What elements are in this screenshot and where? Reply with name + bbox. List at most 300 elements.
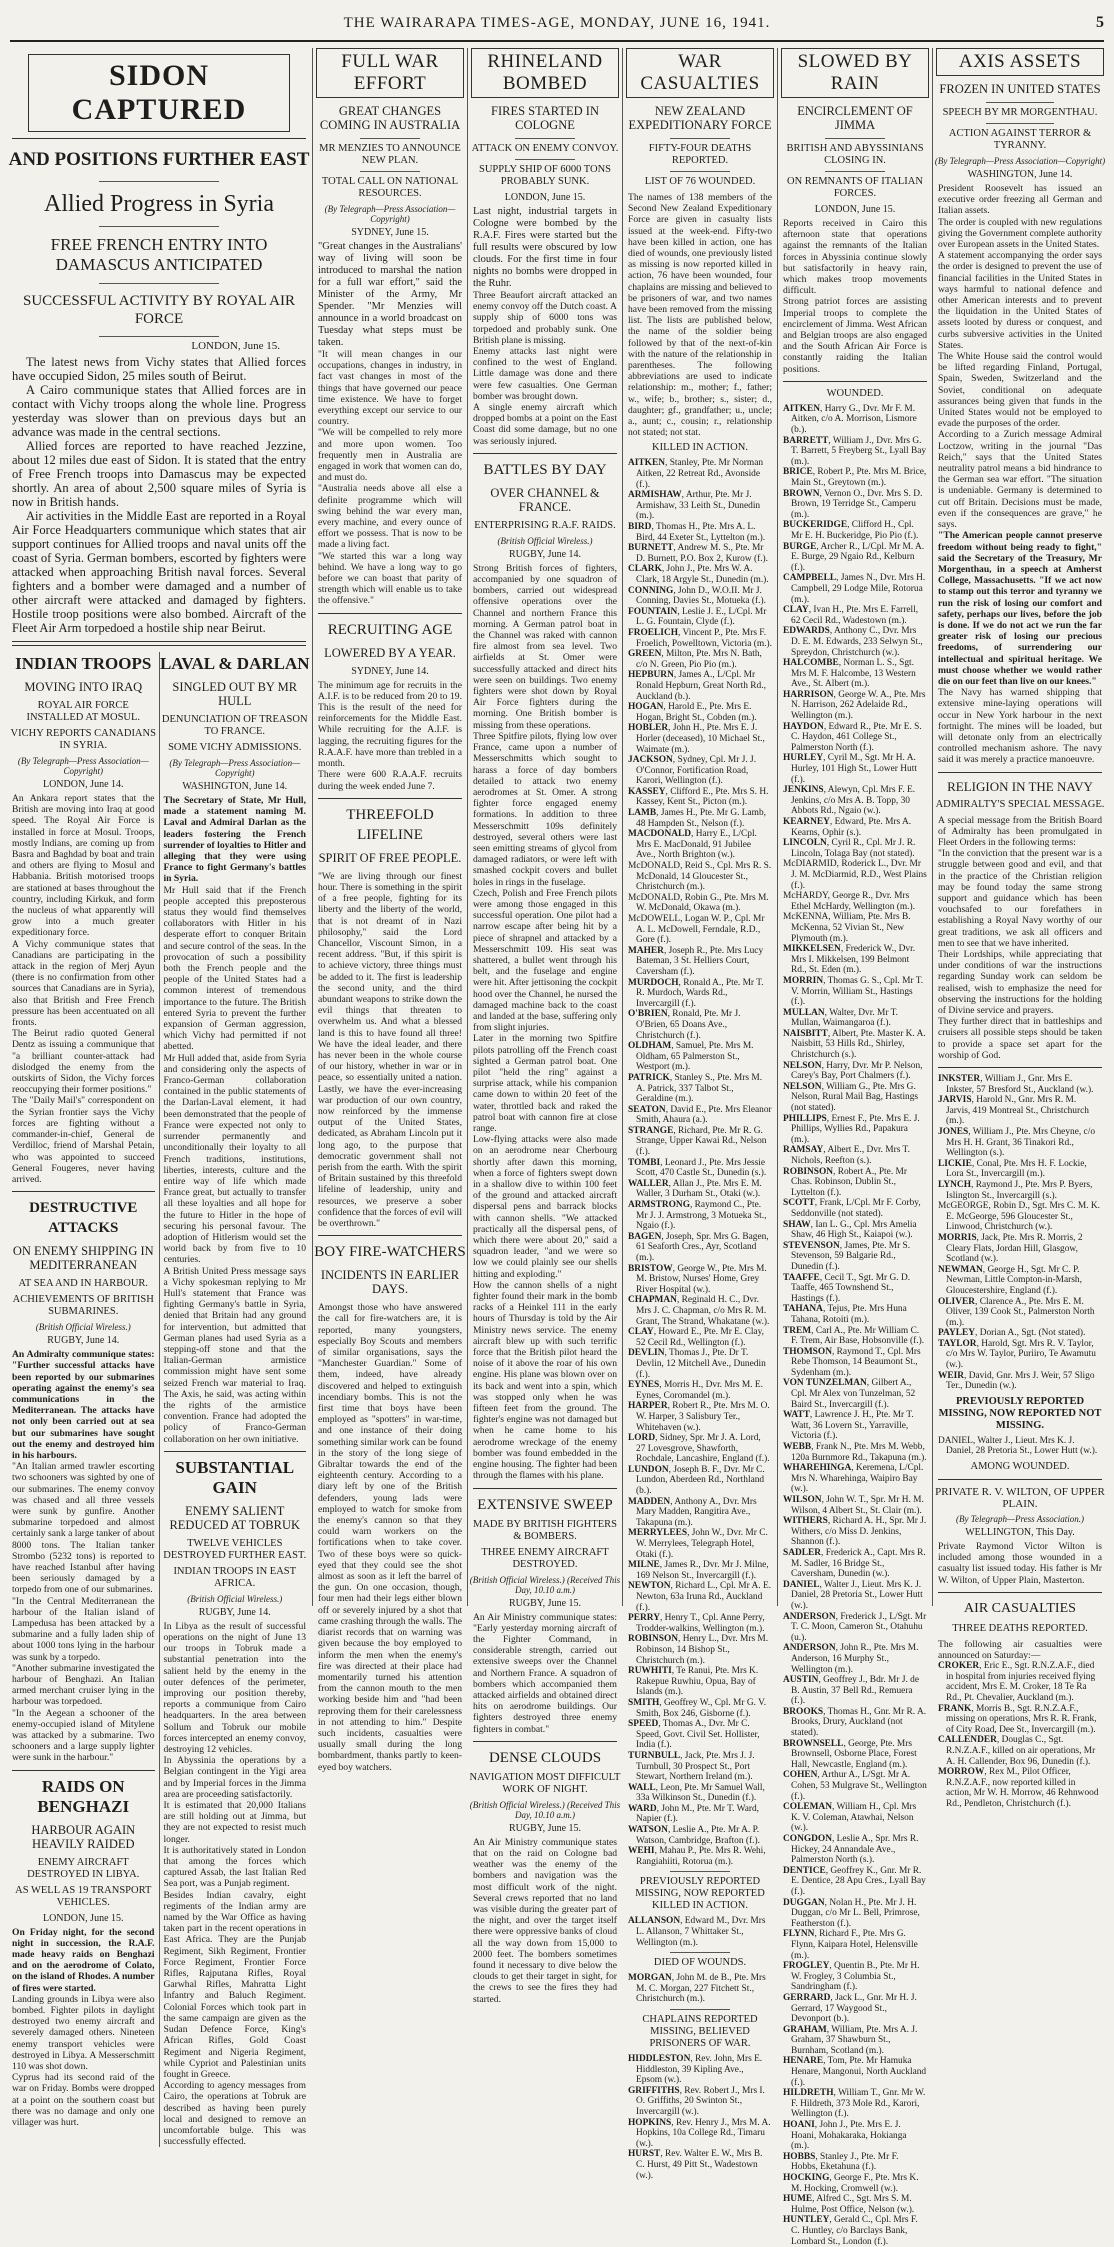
killed-entry: BRISTOW, George W., Pte. Mrs M. M. Bristow, Nurses' Home, Grey River Hospital (w.). bbox=[628, 1263, 767, 1295]
laval-sub3: SOME VICHY ADMISSIONS. bbox=[168, 742, 302, 753]
axis-p2: The order is coupled with new regulations giving the Government complete authority over European assets in the United States. bbox=[938, 216, 1102, 251]
air-article bbox=[934, 1599, 1106, 1810]
wounded-entry: ROBINSON, Robert A., Pte. Mr Chas. Robinson, Dublin St., Lyttelton (f.). bbox=[783, 1166, 907, 1198]
wounded-entry: GERRARD, Jack L., Gnr. Mr H. J. Gerrard, 17 Waygood St., Devonport (b.). bbox=[783, 1992, 917, 2025]
wounded-entry: HUME, Alfred C., Sgt. Mrs S. M. Hulme, Post Office, Nelson (w.). bbox=[783, 2194, 915, 2215]
wounded-entry: BURGE, Archer R., L/Cpl. Mr M. A. E. Burge, 29 Ngaio Rd., Kelburn (f.). bbox=[783, 541, 925, 573]
rhineland-sub3: SUPPLY SHIP OF 6000 TONS PROBABLY SUNK. bbox=[479, 164, 611, 187]
killed-entry: ARMISHAW, Arthur, Pte. Mr J. Armishaw, 33 Leith St., Dunedin (m.). bbox=[628, 490, 761, 522]
sidon-article bbox=[8, 54, 310, 635]
wounded-extra-entry: TAYLOR, Harold, Sgt. Mrs R. V. Taylor, c/o Mrs W. Taylor, Puriiro, Te Awamutu (w.). bbox=[938, 1338, 1096, 1371]
sidon-subhead: AND POSITIONS FURTHER EAST bbox=[8, 149, 310, 170]
axis-p4: The White House said the control would be lifted regarding Finland, Portugal, Spain, Sweden, Switzerland and the Soviet, conditional on adequate assurances being given that funds in the United States would not be employed to evade the purposes of the order. bbox=[938, 351, 1102, 430]
prev-missing-list bbox=[624, 1916, 776, 1948]
laval-headline: LAVAL & DARLAN bbox=[159, 654, 310, 673]
recruiting-p2: There were 600 R.A.A.F. recruits during the week ended June 7. bbox=[318, 769, 462, 792]
killed-entry: HOBLER, John H., Pte. Mrs E. J. Horler (deceased), 10 Michael St., Waimate (m.). bbox=[628, 723, 765, 755]
threefold-headline: THREEFOLD LIFELINE bbox=[346, 806, 434, 843]
wounded-extra-entry: MORRIS, Jack, Pte. Mrs R. Morris, 2 Cleary Flats, Jordan Hill, Glasgow, Scotland (w.). bbox=[938, 1232, 1083, 1265]
rhineland-p2: Three Beaufort aircraft attacked an enemy convoy off the Dutch coast. A supply ship of 6000 tons was torpedoed and probably sunk. One British plane is missing. bbox=[473, 290, 617, 346]
masthead bbox=[10, 8, 1104, 42]
killed-entry: GREEN, Milton, Pte. Mrs N. Bath, c/o N. Green, Pio Pio (m.). bbox=[628, 649, 762, 670]
wounded-entry: CONGDON, Leslie A., Spr. Mrs R. Hickey, 24 Annandale Ave., Palmerston North (s.). bbox=[783, 1834, 919, 1866]
rhineland-headline: RHINELAND BOMBED bbox=[471, 48, 619, 98]
laval-p4: A British United Press message says a Vichy spokesman replying to Mr Hull's statement that France was fighting Germany's battle in Syria, denied that Britain had any ground for intervention, but admitted that German planes had used Syria as a stepping-off stone and that the Italian-German armistice commission might have sent some seized French war material to Iraq. The Axis, he said, was acting within the rights of the armistice convention. France had adopted the policy of Franco-German collaboration on her own initiative. bbox=[163, 1265, 306, 1445]
killed-entry: MACDONALD, Harry E., L/Cpl. Mrs E. MacDonald, 91 Jubilee Ave., North Brighton (w.). bbox=[628, 829, 757, 861]
killed-entry: EYNES, Morris H., Dvr. Mrs M. E. Eynes, Coromandel (m.). bbox=[628, 1380, 763, 1401]
fullwar-byline: (By Telegraph—Press Association—Copyright) bbox=[324, 204, 456, 224]
killed-entry: JACKSON, Sydney, Cpl. Mr J. J. O'Connor, Fortification Road, Karori, Wellington (f.). bbox=[628, 755, 757, 787]
fullwar-sub1: GREAT CHANGES COMING IN AUSTRALIA bbox=[319, 104, 461, 132]
wounded-entry: HOBBS, Stanley J., Pte. Mr F. Hobbs, Eketahuna (f.). bbox=[783, 2151, 899, 2173]
chaplains-list bbox=[624, 2054, 776, 2181]
column-axis bbox=[934, 48, 1106, 1809]
slowed-sub1: ENCIRCLEMENT OF JIMMA bbox=[797, 104, 913, 132]
substantial-byline: (British Official Wireless.) bbox=[187, 1593, 283, 1604]
killed-entry: FROELICH, Vincent P., Pte. Mrs F. Froelich, Powelltown, Victoria (m.). bbox=[628, 627, 772, 649]
wounded-entry: ANDERSON, John R., Pte. Mrs M. Anderson, 16 Murphy St., Wellington (m.). bbox=[783, 1643, 919, 1675]
wounded-entry: MORRIN, Thomas G. S., Cpl. Mr T. V. Morrin, William St., Hastings (f.). bbox=[783, 975, 924, 1008]
wounded-entry: McHARDY, George R., Dvr. Mrs Ethel McHardy, Wellington (m.). bbox=[783, 891, 915, 912]
sidon-headline: SIDON CAPTURED bbox=[28, 54, 290, 132]
wounded-entry: HOANI, John J., Pte. Mrs E. J. Hoani, Mohakaraka, Hokianga (m.). bbox=[783, 2120, 907, 2152]
religion-article bbox=[934, 779, 1106, 1061]
axis-sub2: SPEECH BY MR MORGENTHAU. bbox=[942, 107, 1098, 118]
wounded-entry: WATT, Lawrence J. H., Pte. Mr T. Watt, 36 Lovern St., Yarraville, Victoria (f.). bbox=[783, 1410, 914, 1442]
destructive-p4: "Another submarine investigated the harbour of Benghazi. An Italian armed merchant cruiser lying in the harbour was torpedoed. bbox=[12, 1662, 155, 1708]
chaplain-entry: HIDDLESTON, Rev. John, Mrs E. Hiddleston, 39 Kipling Ave., Epsom (w.). bbox=[628, 2054, 763, 2086]
benghazi-dateline: LONDON, June 15. bbox=[42, 1912, 124, 1924]
sidon-dateline: LONDON, June 15. bbox=[191, 340, 280, 352]
wounded-extra-entry: JONES, William J., Pte. Mrs Cheyne, c/o Mrs H. H. Grant, 36 Tinakori Rd., Wellington (s.). bbox=[938, 1127, 1096, 1159]
killed-entry: PATRICK, Stanley S., Pte. Mrs M. A. Patrick, 337 Talbot St., Geraldine (m.). bbox=[628, 1072, 763, 1105]
wounded-entry: McDIARMID, Roderick L., Dvr. Mr J. M. McDiarmid, R.D., West Plains (f.). bbox=[783, 859, 927, 891]
wounded-entry: RAMSAY, Albert E., Dvr. Mrs T. Nichols, Reefton (s.). bbox=[783, 1145, 910, 1166]
axis-dateline: WASHINGTON, June 14. bbox=[967, 169, 1073, 180]
wilton-article bbox=[934, 1486, 1106, 1586]
slowed-p1: Reports received in Cairo this afternoon state that operations against the remnants of the Italian forces in Abyssinia continue slowly but satisfactorily in heavy rain, which makes troop movements difficult. bbox=[783, 218, 927, 297]
wounded-entry: DENTICE, Geoffrey K., Gnr. Mr R. E. Dentice, 28 Apu Cres., Lyall Bay (f.). bbox=[783, 1865, 926, 1897]
extensive-sub2: THREE ENEMY AIRCRAFT DESTROYED. bbox=[481, 1546, 609, 1570]
axis-headline: AXIS ASSETS bbox=[936, 48, 1104, 76]
wilton-headline: PRIVATE R. V. WILTON, OF UPPER PLAIN. bbox=[935, 1486, 1105, 1511]
laval-p2: Mr Hull said that if the French people accepted this preposterous status they would find themselves collaborators with Hitler in his desperate effort to conquer Britain and secure control of the seas. In the provocation of such a possibility both the French people and the people of the United States had a common interest of tremendous importance to the future. The British entered Syria to prevent the further expansion of German aggression, which Vichy had permitted if not abetted. bbox=[163, 884, 306, 1053]
destructive-sub3: ACHIEVEMENTS OF BRITISH SUBMARINES. bbox=[12, 1294, 154, 1318]
masthead-title: THE WAIRARAPA TIMES-AGE, MONDAY, JUNE 16, 1941. bbox=[343, 15, 771, 31]
killed-entry: RUWHITI, Te Ranui, Pte. Mrs K. Rakepue Ruwhiu, Opua, Bay of Islands (m.). bbox=[628, 1666, 759, 1698]
casualties-headline: WAR CASUALTIES bbox=[626, 48, 774, 98]
wounded-entry: EDWARDS, Anthony C., Dvr. Mrs D. E. M. Edwards, 233 Selwyn St., Spreydon, Christchurch (w.). bbox=[783, 626, 923, 658]
wounded-entry: HUNTLEY, Gerald C., Cpl. Mrs F. C. Huntley, c/o Barclays Bank, Lombard St., London (f.). bbox=[783, 2215, 918, 2247]
destructive-p1: An Admiralty communique states: "Further successful attacks have been reported by our submarines operating against the enemy's sea communications in the Mediterranean. The attacks have not only been carried out at sea but our submarines have sought out the enemy and destroyed him in his harbours. bbox=[12, 1349, 155, 1461]
air-list bbox=[934, 1661, 1106, 1809]
chaplains-title: CHAPLAINS REPORTED MISSING, BELIEVED PRISONERS OF WAR. bbox=[642, 2014, 758, 2049]
extensive-byline: (British Official Wireless.) (Received This Day, 10.10 a.m.) bbox=[469, 1574, 621, 1595]
wounded-entry: NELSON, William G., Pte. Mrs G. Nelson, Rural Mail Bag, Hastings (not stated). bbox=[783, 1081, 919, 1114]
killed-entry: SMITH, Geoffrey W., Cpl. Mr G. V. Smith, Box 246, Gisborne (f.). bbox=[628, 1697, 767, 1719]
wounded-entry: LINCOLN, Cyril R., Cpl. Mr J. R. Lincoln, Tolaga Bay (not stated). bbox=[783, 838, 916, 859]
wounded-entry: HOCKING, George F., Pte. Mrs K. M. Hocking, Cromwell (w.). bbox=[783, 2173, 919, 2194]
sidon-para-2: A Cairo communique states that Allied forces are in contact with Vichy troops along the whole line. Progress yesterday was slower than on previous days but an advance was made in the central sections. bbox=[12, 383, 306, 439]
rhineland-sub1: FIRES STARTED IN COLOGNE bbox=[491, 104, 599, 132]
killed-entry: WEHI, Mahau P., Pte. Mrs R. Wehi, Rangiahiiti, Rotorua (m.). bbox=[628, 1846, 766, 1867]
battles-article bbox=[469, 460, 621, 1482]
killed-entry: WATSON, Leslie A., Pte. Mr A. P. Watson, Cambridge, Brafton (f.). bbox=[628, 1825, 760, 1846]
fullwar-headline: FULL WAR EFFORT bbox=[316, 48, 464, 98]
wounded-entry: BARRETT, William J., Dvr. Mrs G. T. Barrett, 5 Freyberg St., Lyall Bay (m.). bbox=[783, 435, 927, 467]
wounded-entry: HAYDON, Edward R., Pte. Mr E. S. C. Haydon, 461 College St., Palmerston North (f.). bbox=[783, 721, 922, 753]
destructive-headline: DESTRUCTIVE ATTACKS bbox=[29, 1200, 138, 1237]
battles-p5: Low-flying attacks were also made on an aerodrome near Cherbourg shortly after dawn this morning, when a force of fighters swept down in a shallow dive to within 100 feet of the ground and attacked aircraft dispersal pens and barrack blocks with cannon shells. "We attacked practically all the dispersal pens, of which there were about 20," said a squadron leader, "and we were so low we could plainly see our shells hitting and exploding." bbox=[473, 1134, 617, 1280]
battles-p2: Three Spitfire pilots, flying low over France, came upon a number of Messerschmitts which sought to harass a force of day bombers detailed to attack two enemy aerodromes at St. Omer. A strong fighter force engaged enemy formations. In addition to three Messerschmitt 109s definitely destroyed, several others were last seen emitting streams of glycol from damaged radiators, or were left with smashed cockpit covers and bullet holes in rings in the fuselage. bbox=[473, 730, 617, 888]
killed-entry: WARD, John M., Pte. Mr T. Ward, Napier (f.). bbox=[628, 1803, 760, 1825]
prev-missing-entry: ALLANSON, Edward M., Dvr. Mrs L. Allanson, 7 Whittaker St., Wellington (m.). bbox=[628, 1916, 766, 1948]
indian-headline: INDIAN TROOPS bbox=[15, 654, 152, 673]
threefold-article bbox=[314, 805, 466, 1230]
killed-entry: LAMB, James H., Pte. Mr G. Lamb, 48 Hampden St., Nelson (f.). bbox=[628, 808, 767, 829]
axis-article bbox=[934, 48, 1106, 766]
laval-p3: Mr Hull added that, aside from Syria and considering only the aspects of Franco-German collaboration contained in the public statements of the Darlan-Laval element, it had been demonstrated that the people of France were expected not only to surrender permanently and unconditionally their loyalty to all French traditions, institutions, liberties, interests, culture and the entire way of life which made France great, but actually to transfer all these loyalties and all hope for the future to Hitler in the hope of securing his personal favour. The adoption of Hitlerism would set the world back by from five to 10 centuries. bbox=[163, 1052, 306, 1266]
substantial-sub1: ENEMY SALIENT REDUCED AT TOBRUK bbox=[169, 1503, 301, 1532]
slowed-sub3: ON REMNANTS OF ITALIAN FORCES. bbox=[787, 176, 923, 199]
wounded-entry: THOMSON, Raymond T., Cpl. Mrs Rebe Thomson, 14 Beaumont St., Sydenham (m.). bbox=[783, 1346, 921, 1378]
religion-sub1: ADMIRALTY'S SPECIAL MESSAGE. bbox=[935, 798, 1105, 810]
fullwar-article bbox=[314, 48, 466, 607]
chaplain-entry: HURST, Rev. Walter E. W., Mrs B. C. Hurst, 49 Pitt St., Wadestown (w.). bbox=[628, 2149, 763, 2181]
wounded-entry: COLEMAN, William H., Cpl. Mrs K. V. Coleman, Atawhai, Nelson (w.). bbox=[783, 1802, 917, 1834]
wounded-entry: BROOKS, Thomas H., Gnr. Mr R. A. Brooks, Drury, Auckland (not stated). bbox=[783, 1706, 927, 1739]
killed-entry: O'BRIEN, Ronald, Pte. Mr J. O'Brien, 65 Doans Ave., Christchurch (f.). bbox=[628, 1009, 741, 1041]
battles-sub1: OVER CHANNEL & FRANCE. bbox=[490, 485, 600, 514]
recruiting-sub1: LOWERED BY A YEAR. bbox=[324, 645, 456, 660]
dense-p1: An Air Ministry communique states that on the raid on Cologne bad weather was the enemy of the bombers and navigation was the most difficult work of the night. Several crews reported that no land was visible during the greater part of the night, and over the target itself there were oppressive banks of cloud all the way down from 15,000 to 2000 feet. The bombers sometimes found it necessary to dive below the clouds to get their target in sight, for the crews to see the fires they had started. bbox=[473, 1836, 617, 2005]
religion-headline: RELIGION IN THE NAVY bbox=[947, 778, 1093, 794]
slowed-p2: Strong patriot forces are assisting Imperial troops to complete the encirclement of Jimma. West African and Belgian troops are also engaged and the South African Air Force is constantly raiding the Italian positions. bbox=[783, 296, 927, 375]
wounded-extra-entry: WEIR, David, Gnr. Mrs J. Weir, 57 Sligo Ter., Dunedin (w.). bbox=[938, 1370, 1095, 1392]
killed-entry: McDOWELL, Logan W. P., Cpl. Mr A. L. McDowell, Ferndale, R.D., Gore (f.). bbox=[628, 914, 765, 946]
killed-entry: MURDOCH, Ronald A., Pte. Mr T. R. Murdoch, Wards Rd., Invercargill (f.). bbox=[628, 977, 764, 1009]
indian-p4: The "Daily Mail's" correspondent on the Syrian frontier says the Vichy forces are fighting without a commander-in-chief, General de Verdilloc, friend of Marshal Petain, who was appointed to succeed General Fougeres, never having arrived. bbox=[12, 1095, 155, 1185]
benghazi-sub2: ENEMY AIRCRAFT DESTROYED IN LIBYA. bbox=[27, 1856, 140, 1880]
slowed-sub2: BRITISH AND ABYSSINIANS CLOSING IN. bbox=[786, 143, 924, 166]
fullwar-p2: "It will mean changes in our occupations, changes in industry, in fact vast changes in most of the things that have governed our peace time existence. We have to forget everything except our service to our country. bbox=[318, 349, 462, 428]
religion-p1: A special message from the British Board of Admiralty has been promulgated in Fleet Orders in the following terms: bbox=[938, 814, 1102, 848]
killed-entry: LORD, Sidney, Spr. Mr J. A. Lord, 27 Lovesgrove, Shawforth, Rochdale, Lancashire, England (f.). bbox=[628, 1433, 770, 1465]
wounded-entry: MIKKELSEN, Frederick W., Dvr. Mrs I. Mikkelsen, 199 Belmont Rd., St. Eden (m.). bbox=[783, 944, 916, 976]
laval-sub1: SINGLED OUT BY MR HULL bbox=[172, 680, 298, 708]
benghazi-p2: Landing grounds in Libya were also bombed. Fighter pilots in daylight destroyed two enemy aircraft and severely damaged others. Nineteen enemy transport vehicles were destroyed in Libya. A Messerschmitt 110 was shot down. bbox=[12, 1993, 155, 2073]
killed-list bbox=[624, 458, 776, 1867]
killed-title: KILLED IN ACTION. bbox=[652, 442, 748, 454]
wounded-entry: BUCKERIDGE, Clifford H., Cpl. Mr E. H. Buckeridge, Pio Pio (f.). bbox=[783, 520, 919, 541]
wounded-entry: PHILLIPS, Ernest F., Pte. Mrs E. J. Phillips, Wyllies Rd., Papakura (m.). bbox=[783, 1113, 920, 1145]
chaplain-entry: HOPKINS, Rev. Henry J., Mrs M. A. Hopkins, 10a College Rd., Timaru (w.). bbox=[628, 2117, 771, 2149]
wounded-entry: HURLEY, Cyril M., Sgt. Mr H. A. Hurley, 101 High St., Lower Hutt (f.). bbox=[783, 753, 917, 785]
wounded-extra-entry: INKSTER, William J., Gnr. Mrs E. Inkster, 57 Bresford St., Auckland (w.). bbox=[938, 1074, 1094, 1095]
dense-dateline: RUGBY, June 15. bbox=[508, 1822, 582, 1834]
killed-entry: ROBINSON, Henry L., Dvr. Mrs M. Robinson, 14 Bishop St., Christchurch (m.). bbox=[628, 1634, 769, 1666]
killed-entry: HEPBURN, James A., L/Cpl. Mr Ronald Hepburn, Great North Rd., Auckland (b.). bbox=[628, 670, 766, 702]
wounded-entry: BROWN, Vernon O., Dvr. Mrs S. D. Brown, 19 Terridge St., Camperu (m.). bbox=[783, 488, 923, 520]
wounded-entry: BROWNSELL, George, Pte. Mrs Brownsell, Osborne Place, Forest Hall, Newcastle, England (m.). bbox=[783, 1738, 917, 1770]
rhineland-p1: Last night, industrial targets in Cologne were bombed by the R.A.F. Fires were started but the full results were obscured by low clouds. For the first time in four nights no bombs were dropped in the Ruhr. bbox=[473, 206, 617, 289]
fullwar-p5: "We started this war a long way behind. We have a long way to go before we can boast that parity of strength which will enable us to take the offensive." bbox=[318, 550, 462, 607]
battles-sub2: ENTERPRISING R.A.F. RAIDS. bbox=[474, 519, 616, 531]
extensive-dateline: RUGBY, June 15. bbox=[508, 1597, 582, 1609]
axis-p7: The Navy has warned shipping that extensive mine-laying operations will occur in New York harbour in the next fortnight. The mines will be loaded, but will detonate only from an electrically controlled mechanism ashore. The navy said it was merely a practice manoeuvre. bbox=[938, 687, 1102, 766]
killed-entry: CONNING, John D., W.O.II. Mr J. Conning, Davies St., Motueka (f.). bbox=[628, 585, 766, 607]
killed-entry: CLARK, John J., Pte. Mrs W. A. Clark, 18 Argyle St., Dunedin (m.). bbox=[628, 564, 769, 585]
wounded-entry: JENKINS, Alewyn, Cpl. Mrs F. E. Jenkins, c/o Mrs A. B. Topp, 30 Abbots Rd., Ngaio (w.). bbox=[783, 785, 916, 817]
slowed-dateline: LONDON, June 15. bbox=[814, 204, 896, 215]
battles-p6: How the cannon shells of a night fighter found their mark in the bomb racks of a Heinkel 111 in the early hours of Thursday is told by the Air Ministry news service. The enemy aircraft blew up with such terrific force that the British pilot heard the noise of it above the roar of his own engine. His plane was blown over on its back and went into a spin, which was stopped only when he was fifteen feet from the ground. The fighter's engine was not damaged but when he came home to his aerodrome wreckage of the enemy bomber was found embedded in the engine housing. The fighter had been through the flames with his plane. bbox=[473, 1279, 617, 1482]
dense-sub1: NAVIGATION MOST DIFFICULT WORK OF NIGHT. bbox=[469, 1771, 621, 1795]
rhineland-article bbox=[469, 48, 621, 447]
battles-p1: Strong British forces of fighters, accompanied by one squadron of bombers, carried out widespread offensive operations over the Channel and northern France this morning. A German patrol boat in the Channel was raked with cannon fire almost from sea level. Two airfields at St. Omer were successfully attacked and direct hits were seen on buildings. Two enemy fighters were shot down by Royal Air Force fighters during the morning. One British bomber is missing from these operations. bbox=[473, 562, 617, 731]
wounded-entry: WILSON, John W. T., Spr. Mr H. M. Wilson, 4 Albert St., St. Clair (m.). bbox=[783, 1495, 924, 1516]
wounded-extra-list bbox=[934, 1074, 1106, 1392]
extensive-article bbox=[469, 1495, 621, 1735]
air-p1: The following air casualties were announced on Saturday:— bbox=[938, 1638, 1102, 1662]
recruiting-article bbox=[314, 620, 466, 792]
substantial-sub3: INDIAN TROOPS IN EAST AFRICA. bbox=[173, 1565, 297, 1589]
threefold-sub1: SPIRIT OF FREE PEOPLE. bbox=[318, 850, 462, 865]
wounded-entry: WITHERS, Richard A. H., Spr. Mr J. Withers, c/o Miss D. Jenkins, Shannon (f.). bbox=[783, 1516, 927, 1548]
wilton-dateline: WELLINGTON, This Day. bbox=[965, 1527, 1075, 1539]
killed-entry: SPEED, Thomas A., Dvr. Mr C. Speed, Govt. Civil Set. Hollister, India (f.). bbox=[628, 1719, 760, 1751]
sidon-para-3: Allied forces are reported to have reached Jezzine, about 12 miles due east of Sidon. It is stated that the entry of Free French troops into Damascus may be expected shortly. An area of about 2,500 square miles of Syria is now in British hands. bbox=[12, 439, 306, 509]
laval-byline: (By Telegraph—Press Association—Copyright) bbox=[169, 758, 301, 778]
killed-entry: BAGEN, Joseph, Spr. Mrs G. Bagen, 61 Seaforth Cres., Ayr, Scotland (m.). bbox=[628, 1231, 769, 1263]
religion-p3: Their Lordships, while appreciating that under conditions of war the instructions regarding Sunday work can seldom be realised, wish to emphasize the need for observing the instructions for the holding of Divine service and prayers. bbox=[938, 949, 1102, 1017]
dense-headline: DENSE CLOUDS bbox=[488, 1749, 602, 1766]
wounded-entry: McKENNA, William, Pte. Mrs B. McKenna, 52 Vivian St., New Plymouth (m.). bbox=[783, 912, 911, 944]
wounded-entry: COHEN, Arthur A., L/Sgt. Mr A. Cohen, 53 Mulgrave St., Wellington (f.). bbox=[783, 1770, 927, 1802]
killed-entry: MILNE, James R., Dvr. Mr J. Milne, 169 Nelson St., Invercargill (f.). bbox=[628, 1560, 769, 1581]
wounded-entry: GRAHAM, William, Pte. Mrs A. J. Graham, 37 Shawburn St., Burnham, Scotland (m.). bbox=[783, 2024, 918, 2056]
fullwar-sub2: MR MENZIES TO ANNOUNCE NEW PLAN. bbox=[319, 143, 461, 166]
indian-dateline: LONDON, June 14. bbox=[42, 779, 124, 790]
wounded-entry: NELSON, Harry, Dvr. Mr P. Nelson, Carey's Bay, Port Chalmers (f.). bbox=[783, 1060, 923, 1082]
air-casualty-entry: CROKER, Eric E., Sgt. R.N.Z.A.F., died in hospital from injuries received flying accident, Mrs E. M. Croker, 18 Te Ra Rd., Pt. Chevalier, Auckland (m.). bbox=[938, 1661, 1096, 1704]
wounded-entry: CAMPBELL, James N., Dvr. Mrs H. Campbell, 29 Lodge Mile, Rotorua (m.). bbox=[783, 573, 926, 605]
destructive-p3: "In the Central Mediterranean the harbour of the Italian island of Lampedusa has been attacked by a submarine and a fully laden ship of about 1000 tons lying in the harbour was sunk by a torpedo. bbox=[12, 1595, 155, 1663]
killed-entry: McDONALD, Robin G., Pte. Mrs M. W. McDonald, Okawa (m.). bbox=[628, 892, 769, 914]
wilton-byline: (By Telegraph—Press Association.) bbox=[956, 1514, 1084, 1525]
axis-p3: A statement accompanying the order says the order is designed to prevent the use of financial facilities in the United States in ways harmful to national defence and other American interests and to prevent the liquidation in the United States of assets looted by duress or conquest, and curbs subversive activities in the United States. bbox=[938, 250, 1102, 351]
wounded-entry: TAAFFE, Cecil T., Sgt. Mr G. D. Taaffe, 465 Townshend St., Hastings (f.). bbox=[783, 1272, 911, 1304]
substantial-sub2: TWELVE VEHICLES DESTROYED FURTHER EAST. bbox=[163, 1537, 307, 1561]
wounded-entry: KEARNEY, Edward, Pte. Mrs A. Kearns, Ophir (s.). bbox=[783, 817, 912, 838]
wounded-entry: SADLER, Frederick A., Capt. Mrs R. M. Sadler, 16 Bridge St., Caversham, Dunedin (w.). bbox=[783, 1547, 926, 1580]
recruiting-headline: RECRUITING AGE bbox=[327, 621, 453, 638]
killed-entry: NEWTON, Richard L., Cpl. Mr A. E. Newton, 63a Iruna Rd., Auckland (f.). bbox=[628, 1581, 772, 1613]
killed-entry: MERRYLEES, John W., Dvr. Mr C. W. Merrylees, Telegraph Hotel, Otaki (f.). bbox=[628, 1528, 768, 1560]
killed-entry: WALL, Leon, Pte. Mr Samuel Wall, 33a Wilkinson St., Dunedin (f.). bbox=[628, 1782, 765, 1804]
slowed-article bbox=[779, 48, 931, 2247]
killed-entry: LUNDON, Joseph B. F., Dvr. Mr C. Lundon, Aberdeen Rd., Northland (b.). bbox=[628, 1464, 765, 1497]
religion-p2: "In the conviction that the present war is a struggle between good and evil, and that in the practice of the Christian religion may be found today the same strong support and guidance which has been vouchsafed to our forefathers in establishing a Royal Navy worthy of our great traditions, we ask all officers and men to see that we have inherited. bbox=[938, 848, 1102, 949]
fullwar-p1: "Great changes in the Australians' way of living will soon be introduced to marshal the nation for a full war effort," said the Minister of the Army, Mr Spender. "Mr Menzies will announce in a world broadcast on Tuesday what steps must be taken. bbox=[318, 241, 462, 348]
fullwar-sub3: TOTAL CALL ON NATIONAL RESOURCES. bbox=[321, 176, 459, 199]
wounded-entry: FROGLEY, Quentin B., Pte. Mr H. W. Frogley, 3 Columbia St., Sandringham (f.). bbox=[783, 1961, 920, 1993]
killed-entry: MAHER, Joseph R., Pte. Mrs Lucy Bateman, 3 St. Helliers Court, Caversham (f.). bbox=[628, 945, 764, 977]
wounded-entry: FLYNN, Richard F., Pte. Mrs G. Flynn, Kaipara Hotel, Helensville (m.). bbox=[783, 1929, 918, 1961]
slowed-headline: SLOWED BY RAIN bbox=[781, 48, 929, 98]
free-french-head: FREE FRENCH ENTRY INTO DAMASCUS ANTICIPATED bbox=[50, 235, 268, 274]
among-wounded: AMONG WOUNDED. bbox=[970, 1461, 1070, 1473]
axis-byline: (By Telegraph—Press Association—Copyright) bbox=[934, 156, 1106, 166]
casualties-sub1: NEW ZEALAND EXPEDITIONARY FORCE bbox=[628, 104, 772, 132]
casualties-sub2: FIFTY-FOUR DEATHS REPORTED. bbox=[648, 143, 752, 166]
wounded-entry: CLAY, Ivan H., Pte. Mrs E. Farrell, 62 Cecil Rd., Wadestown (m.). bbox=[783, 605, 919, 626]
recruiting-dateline: SYDNEY, June 14. bbox=[351, 665, 429, 677]
wounded-entry: ANDERSON, Frederick J., L/Sgt. Mr T. C. Moon, Cameron St., Otahuhu (u.). bbox=[783, 1611, 927, 1643]
indian-p2: A Vichy communique states that Canadians are participating in the attack in the region of Merj Ayun (there is no confirmation from other sources that Canadians are in Syria), also that British and Free French pressure has been accentuated on all fronts. bbox=[12, 938, 155, 1029]
battles-p3: Czech, Polish and Free French pilots were among those engaged in this successful operation. One pilot had a narrow escape after being hit by a piece of shrapnel and attacked by a Messerschmitt 109. His seat was shattered, a bullet went through his belt, and the fuselage and engine were hit. After jettisoning the cockpit hood over the Channel, he nursed the damaged machine back to the coast and landed at the base, suffering only from slight injuries. bbox=[473, 887, 617, 1034]
page-number: 5 bbox=[1096, 14, 1104, 31]
prev-missing-title: PREVIOUSLY REPORTED MISSING, NOW REPORTED KILLED IN ACTION. bbox=[635, 1876, 765, 1912]
casualties-article bbox=[624, 48, 776, 2181]
firewatchers-headline: BOY FIRE-WATCHERS bbox=[314, 1244, 466, 1261]
killed-entry: BIRD, Thomas H., Pte. Mrs A. L. Bird, 44 Exeter St., Lyttelton (m.). bbox=[628, 522, 766, 543]
killed-entry: ARMSTRONG, Raymond C., Pte. Mr J. J. Armstrong, 3 Motueka St., Ngaio (f.). bbox=[628, 1200, 767, 1232]
prev-reported-entry: DANIEL, Walter J., Lieut. Mrs K. J. Daniel, 28 Pretoria St., Lower Hutt (w.). bbox=[938, 1435, 1098, 1457]
substantial-p1: In Libya as the result of successful operations on the night of June 13 our troops in Tobruk made a substantial penetration into the salient held by the enemy in the outer defences of the perimeter, improving our position thereby, reports a communique from Cairo headquarters. In the area between Sollum and Tobruk our mobile forces intercepted an enemy convoy, destroying 12 vehicles. bbox=[163, 1620, 306, 1756]
benghazi-p3: Cyprus had its second raid of the war on Friday. Bombs were dropped at a point on the southern coast but there was no damage and only one villager was hurt. bbox=[12, 2072, 155, 2129]
destructive-p2: "An Italian armed trawler escorting two schooners was sighted by one of our submarines. The enemy convoy was chased and all three vessels were sunk by gunfire. Another submarine torpedoed and almost certainly sank a large tanker of about 8000 tons. The Italian tanker Strombo (5232 tons) is reported to have reached Istanbul after having been seriously damaged by a torpedo from one of our submarines. bbox=[12, 1461, 155, 1596]
wounded-entry: HARRISON, George W. A., Pte. Mrs N. Harrison, 262 Adelaide Rd., Wellington (m.). bbox=[783, 689, 926, 722]
fullwar-p3: "We will be compelled to rely more and more upon women. Too frequently men in Australia are engaged in work that women can do, and must do. bbox=[318, 427, 462, 484]
wounded-entry: TREM, Carl A., Pte. Mr William C. F. Trem, Air Base, Hobsonville (f.). bbox=[783, 1325, 925, 1347]
religion-p4: They further direct that in battleships and cruisers all possible steps should be taken to provide a space set apart for the worship of God. bbox=[938, 1016, 1102, 1061]
air-casualty-entry: MORROW, Rex M., Pilot Officer, R.N.Z.A.F., now reported killed in action, Mr W. H. Morrow, 46 Rehnwood Rd., Pendleton, Christchurch (f.). bbox=[938, 1767, 1099, 1809]
wounded-entry: DANIEL, Walter J., Lieut. Mrs K. J. Daniel, 28 Pretoria St., Lower Hutt (w.). bbox=[783, 1579, 923, 1611]
killed-entry: MADDEN, Anthony A., Dvr. Mrs Mary Madden, Rangitira Ave., Takapuna (m.). bbox=[628, 1496, 757, 1528]
died-entry: MORGAN, John M. de B., Pte. Mrs M. C. Morgan, 227 Fitchett St., Christchurch (m.). bbox=[628, 1973, 766, 2005]
wilton-p1: Private Raymond Victor Wilton is included among those wounded in a casualty list issued today. His father is Mr W. Wilton, of Upper Plain, Masterton. bbox=[938, 1541, 1102, 1586]
benghazi-sub3: AS WELL AS 19 TRANSPORT VEHICLES. bbox=[15, 1884, 152, 1908]
indian-p1: An Ankara report states that the British are moving into Iraq at good speed. The Royal Air Force is installed in force at Mosul. Troops, mostly Indians, are coming up from Basra and Baghdad by boat and train and others are flying to Mosul and Habbania. British motorised troops are stationed at bases throughout the country, including Kirkuk, and form the nucleus of what apparently will grow into a much greater expeditionary force. bbox=[12, 793, 155, 939]
wounded-entry: SCOTT, Frank, L/Cpl. Mr F. Corby, Seddonville (not stated). bbox=[783, 1198, 921, 1219]
killed-entry: CHAPMAN, Reginald H. C., Dvr. Mrs J. C. Chapman, c/o Mrs R. M. Grant, The Strand, Whakatane (w.). bbox=[628, 1295, 770, 1327]
substantial-p4: It is authoritatively stated in London that among the forces which captured Assab, the last Italian Red Sea port, was a Punjab regiment. bbox=[163, 1844, 306, 1890]
benghazi-p1: On Friday night, for the second night in succession, the R.A.F. made heavy raids on Benghazi and on the aerodrome of Colato, on the island of Rhodes. A number of fires were started. bbox=[12, 1926, 155, 1994]
fullwar-dateline: SYDNEY, June 15. bbox=[351, 227, 429, 238]
wounded-entry: BRICE, Robert P., Pte. Mrs M. Brice, Main St., Greytown (m.). bbox=[783, 467, 927, 488]
battles-headline: BATTLES BY DAY bbox=[483, 461, 607, 478]
substantial-p2: In Abyssinia the operations by a Belgian contingent in the Yigi area and by Imperial forces in the Jimma area are proceeding satisfactorily. bbox=[163, 1755, 306, 1800]
benghazi-article bbox=[8, 1777, 159, 2129]
killed-entry: PERRY, Henry T., Cpl. Anne Perry, Trodder-walkins, Wellington (m.). bbox=[628, 1613, 765, 1634]
killed-entry: TOMBI, Leonard J., Pte. Mrs Jessie Scott, 470 Castle St., Dunedin (s.). bbox=[628, 1157, 767, 1179]
column-rhineland bbox=[469, 48, 621, 2005]
died-list bbox=[624, 1973, 776, 2005]
wounded-list bbox=[779, 404, 931, 2247]
substantial-dateline: RUGBY, June 14. bbox=[198, 1606, 271, 1618]
killed-entry: STRANGE, Richard, Pte. Mr R. G. Strange, Upper Kawai Rd., Nelson (f.). bbox=[628, 1125, 767, 1158]
killed-entry: CLAY, Howard E., Pte. Mr E. Clay, 52 Cecil Rd., Wellington (f.). bbox=[628, 1327, 765, 1348]
killed-entry: SEATON, David E., Pte. Mrs Eleanor Smith, Ahaura (a.). bbox=[628, 1104, 772, 1126]
battles-dateline: RUGBY, June 14. bbox=[508, 548, 582, 560]
killed-entry: OLDHAM, Samuel, Pte. Mrs M. Oldham, 65 Palmerston St., Westport (m.). bbox=[628, 1041, 754, 1073]
casualties-intro: The names of 138 members of the Second New Zealand Expeditionary Force are given in casualty lists issued at the week-end. Fifty-two have been killed in action, one has died of wounds, one previously listed as missing is now reported killed in action, 76 have been wounded, four chaplains are missing and believed to be prisoners of war, and two names have been removed from the missing list. The lists are published below, the name of the soldier being followed by that of the next-of-kin with the nature of the relationship in parentheses. The following abbreviations are used to indicate relationship: m., mother; f., father; w., wife; b., brother; s., sister; d., daughter; gf., grandfather; u., uncle; a., aunt; c., cousin; r., relationship not stated; not stat. bbox=[628, 192, 772, 439]
substantial-article bbox=[160, 1458, 311, 2148]
axis-p5: According to a Zurich message Admiral Loctzow, writing in the journal "Das Reich," says that the United States neutrality patrol means a bid hindrance to the German sea war effort. "The situation is undeniable. Germany is determined to cut off Britain. Decisions must be made, even if the consequences are grave," he says. bbox=[938, 429, 1102, 531]
benghazi-headline: RAIDS ON BENGHAZI bbox=[37, 1776, 130, 1816]
recruiting-p1: The minimum age for recruits in the A.I.F. is to be reduced from 20 to 19. This is the result of the need for reinforcements for the Middle East. While recruiting for the A.I.F. is lagging, the recruiting figures for the R.A.A.F. have more than trebled in a month. bbox=[318, 679, 462, 770]
destructive-sub1: ON ENEMY SHIPPING IN MEDITERRANEAN bbox=[12, 1244, 154, 1273]
wounded-entry: HALCOMBE, Norman L. S., Sgt. Mrs M. F. Halcombe, 13 Western Ave., St. Albert (m.). bbox=[783, 658, 916, 690]
destructive-p5: "In the Aegean a schooner of the enemy-occupied island of Mitylene was attacked by a submarine. Two schooners and a large supply lighter were sunk in the harbour." bbox=[12, 1707, 155, 1764]
wounded-extra-entry: PAYLEY, Dorian A., Sgt. (Not stated). bbox=[938, 1328, 1086, 1339]
prev-reported-title: PREVIOUSLY REPORTED MISSING, NOW REPORTED NOT MISSING. bbox=[938, 1395, 1102, 1431]
killed-entry: DEVLIN, Thomas J., Pte. Dr T. Devlin, 12 Mitchell Ave., Dunedin (f.). bbox=[628, 1348, 766, 1380]
killed-entry: KASSEY, Clifford E., Pte. Mrs S. H. Kassey, Kent St., Picton (m.). bbox=[628, 786, 769, 808]
axis-sub1: FROZEN IN UNITED STATES bbox=[939, 82, 1101, 96]
chaplain-entry: GRIFFITHS, Rev. Robert J., Mrs I. O. Griffiths, 20 Swinton St., Invercargill (w.). bbox=[628, 2085, 765, 2117]
column-full-war bbox=[314, 48, 466, 1773]
wounded-extra-entry: OLIVER, Clarence A., Pte. Mrs E. M. Oliver, 139 Cook St., Palmerston North (m.). bbox=[938, 1296, 1095, 1328]
destructive-byline: (British Official Wireless.) bbox=[35, 1322, 131, 1333]
extensive-headline: EXTENSIVE SWEEP bbox=[477, 1496, 613, 1513]
wounded-entry: VON TUNZELMAN, Gilbert A., Cpl. Mr Alex von Tunzelman, 52 Baird St., Invercargill (f.). bbox=[783, 1378, 916, 1410]
laval-dateline: WASHINGTON, June 14. bbox=[182, 781, 288, 792]
column-casualties bbox=[624, 48, 776, 2181]
air-casualty-entry: FRANK, Morris B., Sgt. R.N.Z.A.F., missing on operations, Mrs R. R. Frank, of City Road, Dee St., Invercargill (m.). bbox=[938, 1703, 1097, 1735]
substantial-headline: SUBSTANTIAL GAIN bbox=[175, 1457, 295, 1497]
battles-byline: (British Official Wireless.) bbox=[497, 535, 593, 546]
wounded-entry: NAISBITT, Albert, Pte. Master K. A. Naisbitt, 53 Hills Rd., Shirley, Christchurch (s.). bbox=[783, 1028, 926, 1061]
wounded-extra-entry: JARVIS, Harold N., Gnr. Mrs R. M. Jarvis, 419 Montreal St., Christchurch (m.). bbox=[938, 1095, 1089, 1127]
rhineland-p4: A single enemy aircraft which dropped bombs at a point on the East Coast did some damage, but no one was seriously injured. bbox=[473, 402, 617, 447]
extensive-sub1: MADE BY BRITISH FIGHTERS & BOMBERS. bbox=[473, 1518, 617, 1542]
killed-entry: AITKEN, Stanley, Pte. Mr Norman Aitken, 22 Retreat Rd., Avonside (f.). bbox=[628, 458, 764, 490]
firewatchers-sub1: INCIDENTS IN EARLIER DAYS. bbox=[320, 1268, 460, 1297]
wounded-entry: HILDRETH, William T., Gnr. Mr W. F. Hildreth, 373 Mole Rd., Karori, Wellington (f.). bbox=[783, 2088, 926, 2120]
wounded-extra-entry: NEWMAN, George H., Sgt. Mr C. P. Newman, Little Compton-in-Marsh, Gloucestershire, England (f.). bbox=[938, 1264, 1082, 1296]
wounded-entry: AUSTIN, Geoffrey J., Bdr. Mr J. de B. Austin, 37 Bell Rd., Remuera (f.). bbox=[783, 1675, 920, 1707]
axis-p1: President Roosevelt has issued an executive order freezing all German and Italian assets. bbox=[938, 183, 1102, 217]
column-lead bbox=[8, 48, 310, 2148]
destructive-article bbox=[8, 1198, 159, 1764]
sidon-para-4: Air activities in the Middle East are reported in a Royal Air Force Headquarters communique which states that air support continues for Allied troops and naval units off the coast of Syria. German bombers, escorted by fighters were attacked when approaching British naval forces. Several fighters and a bomber were damaged and a number of other aircraft were attacked and damaged by fighters. Hostile troop positions were also bombed. Aircraft of the Fleet Air Arm torpedoed a hostile ship near Beirut. bbox=[12, 509, 306, 635]
firewatchers-article bbox=[314, 1242, 466, 1773]
axis-p6: "The American people cannot preserve freedom without being ready to fight," said the Secretary of the Treasury, Mr Morgenthau, in a speech at Amherst College, Massachusetts. "If we act now to stamp out this terror and tyranny we run the risk of losing our comfort and safety, perhaps our lives, before the job is done. If we do not act we run the far greater risk of losing our precious freedoms, of surrendering our intellectual and spiritual heritage. We must choose whether we would rather die on our feet than live on our knees." bbox=[938, 530, 1102, 687]
wounded-entry: TAHANA, Tejus, Pte. Mrs Huna Tahana, Rotoiti (m.). bbox=[783, 1304, 907, 1325]
casualties-sub3: LIST OF 76 WOUNDED. bbox=[644, 176, 756, 187]
air-casualty-entry: CALLENDER, Douglas C., Sgt. R.N.Z.A.F., killed on air operations, Mr A. H. Callender, Box 96, Dunedin (f.). bbox=[938, 1735, 1096, 1767]
killed-entry: HARPER, Robert R., Pte. Mrs M. O. W. Harper, 3 Salisbury Ter., Whitehaven (w.). bbox=[628, 1401, 770, 1433]
rhineland-sub2: ATTACK ON ENEMY CONVOY. bbox=[471, 143, 619, 154]
indian-p3: The Beirut radio quoted General Dentz as issuing a communique that "a brilliant counter-attack had dislodged the enemy from the outskirts of Sidon, the Vichy forces reoccupying their former positions." bbox=[12, 1028, 155, 1096]
axis-sub3: ACTION AGAINST TERROR & TYRANNY. bbox=[948, 128, 1092, 151]
wounded-extra-entry: LICKIE, Conal, Pte. Mrs H. F. Lockie, Lora St., Invercargill (m.). bbox=[938, 1158, 1087, 1180]
destructive-dateline: RUGBY, June 14. bbox=[47, 1335, 120, 1347]
substantial-p3: It is estimated that 20,000 Italians are still holding out at Jimma, but they are not expected to resist much longer. bbox=[163, 1800, 306, 1845]
rhineland-dateline: LONDON, June 15. bbox=[504, 192, 586, 203]
laval-p1: The Secretary of State, Mr Hull, made a statement naming M. Laval and Admiral Darlan as the leaders fostering the French surrender of loyalties to Hitler and alleging that they were using France to fight Germany's battles in Syria. bbox=[163, 795, 306, 885]
wounded-entry: DUGGAN, Nolan H., Pte. Mr J. H. Duggan, c/o Mr L. Bell, Primrose, Featherston (f.). bbox=[783, 1897, 920, 1929]
killed-entry: HOGAN, Harold E., Pte. Mrs E. Hogan, Bright St., Cobden (m.). bbox=[628, 702, 757, 723]
dense-article bbox=[469, 1748, 621, 2005]
died-title: DIED OF WOUNDS. bbox=[653, 1957, 747, 1969]
wounded-entry: WHAREHINGA, Keremena, L/Cpl. Mrs N. Wharehinga, Waipiro Bay (w.). bbox=[783, 1463, 924, 1495]
destructive-sub2: AT SEA AND IN HARBOUR. bbox=[18, 1278, 149, 1290]
dense-byline: (British Official Wireless.) (Received This Day, 10.10 a.m.) bbox=[469, 1799, 621, 1820]
air-headline: AIR CASUALTIES bbox=[964, 1600, 1076, 1616]
substantial-p6: According to agency messages from Cairo, the operations at Tobruk are described as having been purely local and designed to remove an uncomfortable bulge. This was successfully effected. bbox=[163, 2080, 306, 2148]
